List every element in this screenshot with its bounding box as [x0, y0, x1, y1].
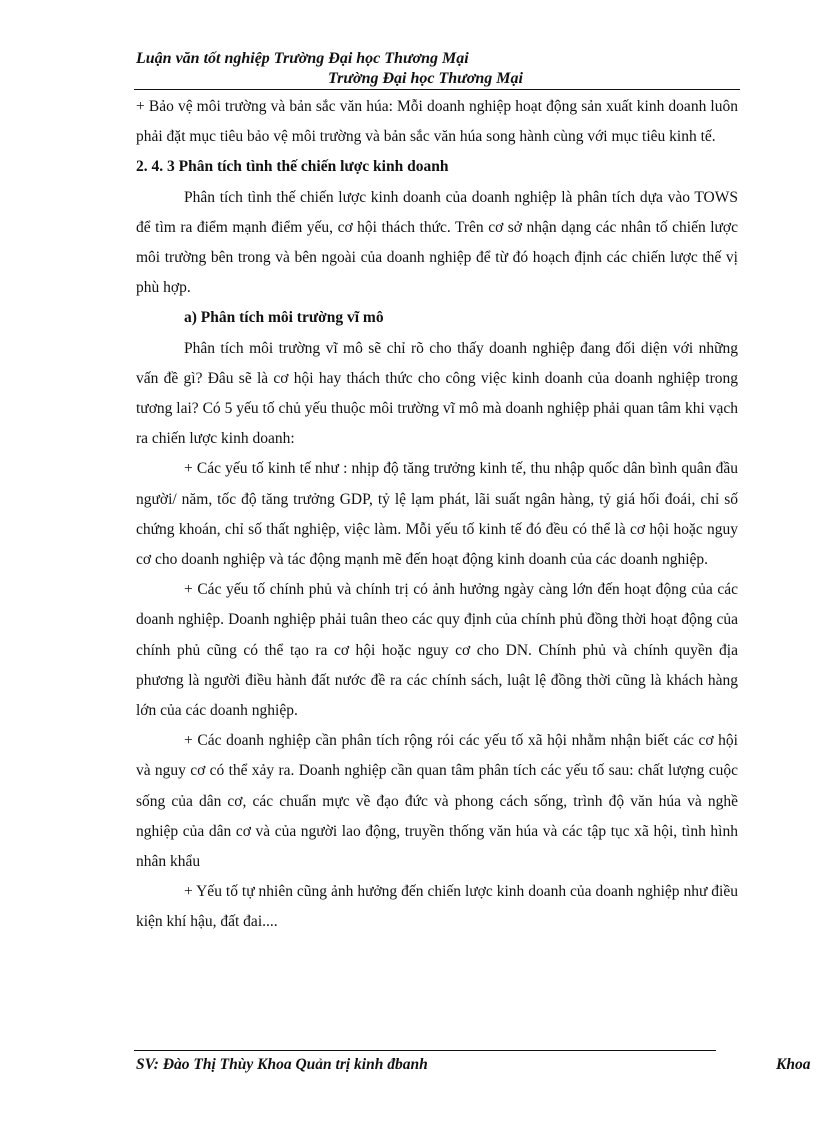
- section-heading: 2. 4. 3 Phân tích tình thế chiến lược kinh doanh: [136, 158, 449, 176]
- paragraph-social-factors: + Các doanh nghiệp cần phân tích rộng rói các yếu tố xã hội nhằm nhận biết các cơ hội và nguy cơ có thể xảy ra. Doanh nghiệp cần quan tâm phân tích các yếu tố sau: chất lượng cuộc sống của dân cơ, các chuẩn mực về đạo đức và phong cách sống, trình độ văn húa và nghề nghiệp của dân cơ và của người lao động, truyền thống văn húa và các tập tục xã hội, tình hình nhân khẩu: [136, 732, 738, 871]
- footer-student-info: SV: Đào Thị Thùy Khoa Quản trị kinh đbanh: [136, 1056, 428, 1073]
- header-university-name: Trường Đại học Thương Mại: [328, 70, 523, 87]
- paragraph-tows-analysis: Phân tích tình thế chiến lược kinh doanh của doanh nghiệp là phân tích dựa vào TOWS để tìm ra điểm mạnh điểm yếu, cơ hội thách thức. Trên cơ sở nhận dạng các nhân tố chiến lược môi trường bên trong và bên ngoài của doanh nghiệp để từ đó hoạch định các chiến lược thế vị phù hợp.: [136, 188, 738, 297]
- footer-divider: [134, 1050, 716, 1051]
- document-body: [136, 92, 738, 938]
- header-divider: [134, 89, 740, 90]
- paragraph-natural-factors: + Yếu tố tự nhiên cũng ảnh hưởng đến chiến lược kinh doanh của doanh nghiệp như điều kiện khí hậu, đất đai....: [136, 883, 738, 931]
- paragraph-economic-factors: + Các yếu tố kinh tế như : nhịp độ tăng trưởng kinh tế, thu nhập quốc dân bình quân đầu người/ năm, tốc độ tăng trưởng GDP, tỷ lệ lạm phát, lãi suất ngân hàng, tỷ giá hối đoái, chỉ số chứng khoán, chỉ số thất nghiệp, việc làm. Mỗi yếu tố kinh tế đó đều có thể là cơ hội hoặc nguy cơ cho doanh nghiệp và tác động mạnh mẽ đến hoạt động kinh doanh của các doanh nghiệp.: [136, 460, 738, 569]
- paragraph-political-factors: + Các yếu tố chính phủ và chính trị có ảnh hưởng ngày càng lớn đến hoạt động của các doanh nghiệp. Doanh nghiệp phải tuân theo các quy định của chính phủ đồng thời hoạt động của chính phủ cũng có thể tạo ra cơ hội hoặc nguy cơ cho DN. Chính phủ và chính quyền địa phương là người điều hành đất nước đề ra các chính sách, luật lệ đồng thời cũng là khách hàng lớn của các doanh nghiệp.: [136, 581, 738, 720]
- header-thesis-title: Luận văn tốt nghiệp Trường Đại học Thương Mại: [136, 50, 469, 67]
- subsection-heading: a) Phân tích môi trường vĩ mô: [184, 309, 384, 327]
- footer-faculty: Khoa: [776, 1056, 811, 1073]
- paragraph-macro-environment: Phân tích môi trường vĩ mô sẽ chỉ rõ cho thấy doanh nghiệp đang đối diện với những vấn đề gì? Đâu sẽ là cơ hội hay thách thức cho công việc kinh doanh của doanh nghiệp trong tương lai? Có 5 yếu tố chủ yếu thuộc môi trường vĩ mô mà doanh nghiệp phải quan tâm khi vạch ra chiến lược kinh doanh:: [136, 339, 738, 448]
- paragraph-environment: + Bảo vệ môi trường và bản sắc văn húa: Mỗi doanh nghiệp hoạt động sản xuất kinh doanh luôn phải đặt mục tiêu bảo vệ môi trường và bản sắc văn húa song hành cùng với mục tiêu kinh tế.: [136, 98, 738, 146]
